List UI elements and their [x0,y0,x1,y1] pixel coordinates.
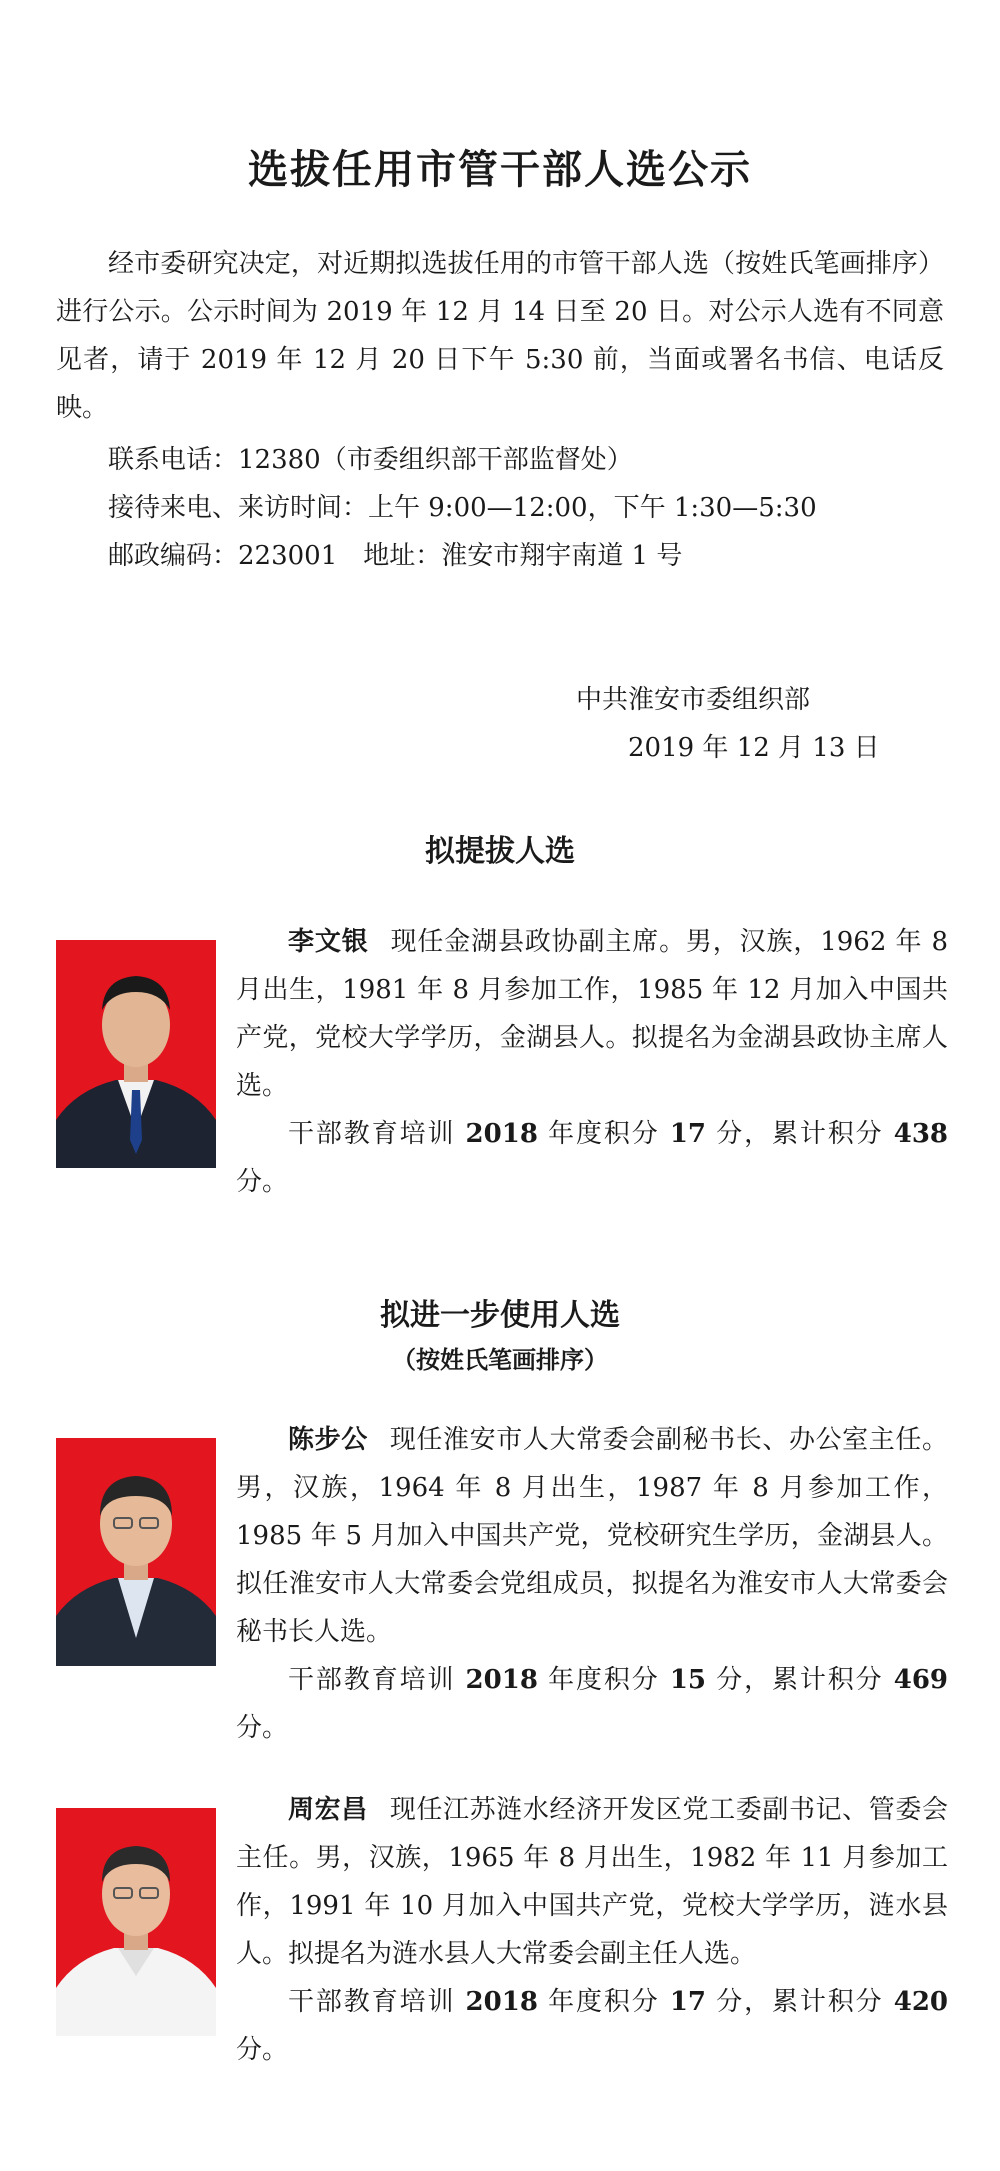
candidate-name: 李文银 [288,927,369,957]
page-title: 选拔任用市管干部人选公示 [248,147,752,193]
candidate-photo [56,940,216,1168]
candidate-name: 陈步公 [288,1425,368,1455]
candidate-bio-paragraph [236,918,948,1110]
candidate-score: 干部教育培训 2018 年度积分 17 分，累计积分 420 分。 [236,1987,949,2065]
candidate-score: 干部教育培训 2018 年度积分 15 分，累计积分 469 分。 [236,1665,949,1743]
issuer: 中共淮安市委组织部 [576,685,811,715]
issue-date: 2019 年 12 月 13 日 [628,733,880,763]
candidate-entry [236,918,948,1206]
section-title-further: 拟进一步使用人选 [380,1298,620,1333]
candidate-bio: 现任淮安市人大常委会副秘书长、办公室主任。男，汉族，1964 年 8 月出生，1987 年 8 月参加工作，1985 年 5 月加入中国共产党，党校研究生学历，金湖县人。拟任淮安市人大常委会党组成员，拟提名为淮安市人大常委会秘书长人选。 [236,1425,948,1647]
candidate-bio-paragraph [236,1416,948,1656]
section-title-promote: 拟提拔人选 [425,834,575,869]
candidate-name: 周宏昌 [288,1795,368,1825]
candidate-bio-paragraph [236,1786,948,1978]
intro-paragraph: 经市委研究决定，对近期拟选拔任用的市管干部人选（按姓氏笔画排序）进行公示。公示时间为 2019 年 12 月 14 日至 20 日。对公示人选有不同意见者，请于 2019 年 12 月 20 日下午 5:30 前，当面或署名书信、电话反映。 [56,249,944,423]
candidate-entry [236,1786,948,2074]
contact-phone: 联系电话：12380（市委组织部干部监督处） [108,445,633,475]
reception-hours: 接待来电、来访时间：上午 9:00—12:00，下午 1:30—5:30 [108,493,817,523]
section-subtitle-further: （按姓氏笔画排序） [392,1346,608,1374]
candidate-bio: 现任金湖县政协副主席。男，汉族，1962 年 8 月出生，1981 年 8 月参加工作，1985 年 12 月加入中国共产党，党校大学学历，金湖县人。拟提名为金湖县政协主席人选。 [236,927,948,1101]
postal-address: 邮政编码：223001 地址：淮安市翔宇南道 1 号 [108,541,683,571]
candidate-entry [236,1416,948,1752]
contact-info [108,436,817,580]
candidate-bio: 现任江苏涟水经济开发区党工委副书记、管委会主任。男，汉族，1965 年 8 月出生，1982 年 11 月参加工作，1991 年 10 月加入中国共产党，党校大学学历，涟水县人。拟提名为涟水县人大常委会副主任人选。 [236,1795,948,1969]
candidate-score: 干部教育培训 2018 年度积分 17 分，累计积分 438 分。 [236,1119,949,1197]
candidate-photo [56,1808,216,2036]
notice-intro [56,240,944,432]
candidate-photo [56,1438,216,1666]
signature-block [576,676,880,772]
